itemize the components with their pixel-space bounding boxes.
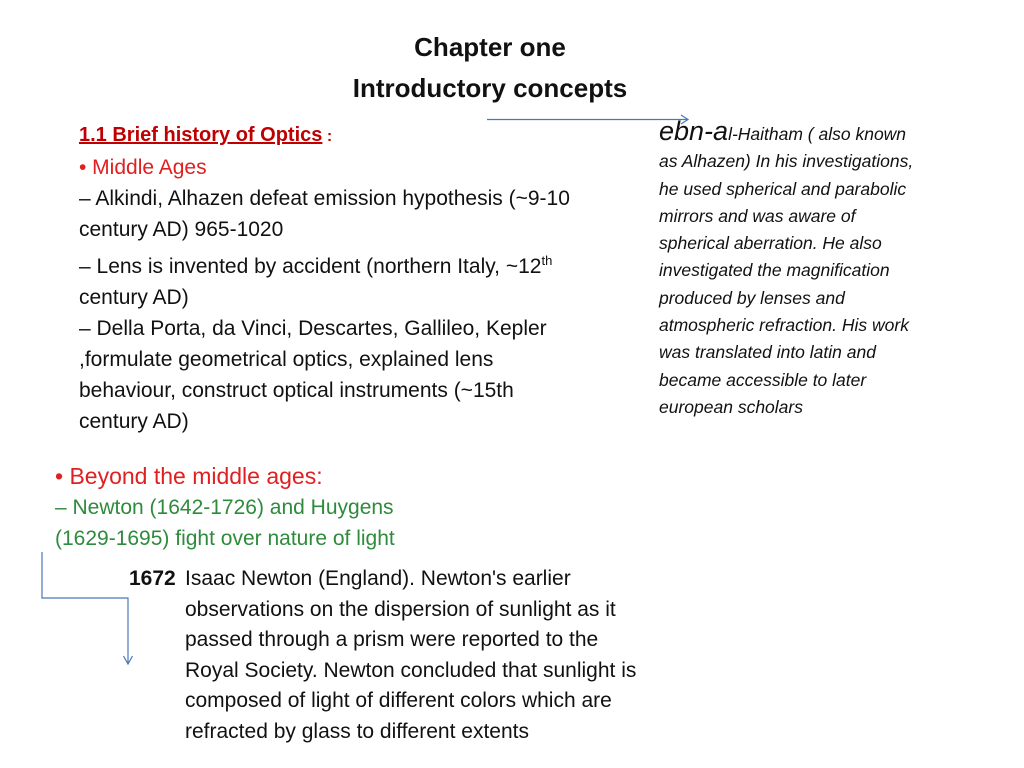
- beyond-line-1: – Newton (1642-1726) and Huygens: [55, 496, 394, 519]
- note-line-3: he used spherical and parabolic: [659, 178, 907, 199]
- section-heading: 1.1 Brief history of Optics: [79, 124, 323, 146]
- note-line-4: mirrors and was aware of: [659, 205, 856, 226]
- history-line-2: century AD) 965-1020: [79, 218, 284, 241]
- newton-line-5: composed of light of different colors which are: [185, 689, 612, 713]
- section-heading-colon: :: [322, 128, 333, 145]
- history-line-5: – Della Porta, da Vinci, Descartes, Gallileo, Kepler: [79, 317, 547, 340]
- note-line-10: became accessible to later: [659, 369, 867, 390]
- history-line-7: behaviour, construct optical instruments (~15th: [79, 379, 514, 402]
- note-line-11: european scholars: [659, 396, 803, 417]
- history-line-8: century AD): [79, 410, 189, 433]
- note-line-6: investigated the magnification: [659, 260, 890, 281]
- note-lead: ebn-a: [659, 116, 729, 146]
- history-line-6: ,formulate geometrical optics, explained lens: [79, 348, 494, 371]
- bullet-middle-ages: • Middle Ages: [79, 156, 207, 179]
- note-line-2: as Alhazen) In his investigations,: [659, 151, 914, 172]
- chapter-title-line1: Chapter one: [414, 32, 566, 62]
- newton-line-6: refracted by glass to different extents: [185, 719, 529, 743]
- note-line-1: l-Haitham ( also known: [728, 124, 907, 144]
- newton-line-3: passed through a prism were reported to the: [185, 628, 599, 652]
- chapter-title-line2: Introductory concepts: [352, 73, 628, 103]
- history-line-3-text: – Lens is invented by accident (northern Italy, ~12: [79, 255, 542, 278]
- beyond-line-2: (1629-1695) fight over nature of light: [55, 527, 395, 550]
- arrow-to-newton-note: [42, 552, 128, 663]
- note-line-5: spherical aberration. He also: [659, 233, 882, 254]
- newton-line-1: Isaac Newton (England). Newton's earlier: [185, 567, 571, 590]
- history-line-1: – Alkindi, Alhazen defeat emission hypothesis (~9-10: [79, 187, 570, 210]
- history-line-4: century AD): [79, 286, 189, 309]
- note-year: 1672: [129, 567, 176, 590]
- superscript-th: th: [541, 253, 553, 268]
- note-line-7: produced by lenses and: [659, 287, 845, 308]
- note-line-8: atmospheric refraction. His work: [659, 315, 909, 336]
- newton-line-2: observations on the dispersion of sunlight as it: [185, 597, 616, 621]
- newton-line-4: Royal Society. Newton concluded that sunlight is: [185, 658, 637, 682]
- bullet-beyond: • Beyond the middle ages:: [55, 463, 323, 489]
- note-line-9: was translated into latin and: [659, 342, 876, 363]
